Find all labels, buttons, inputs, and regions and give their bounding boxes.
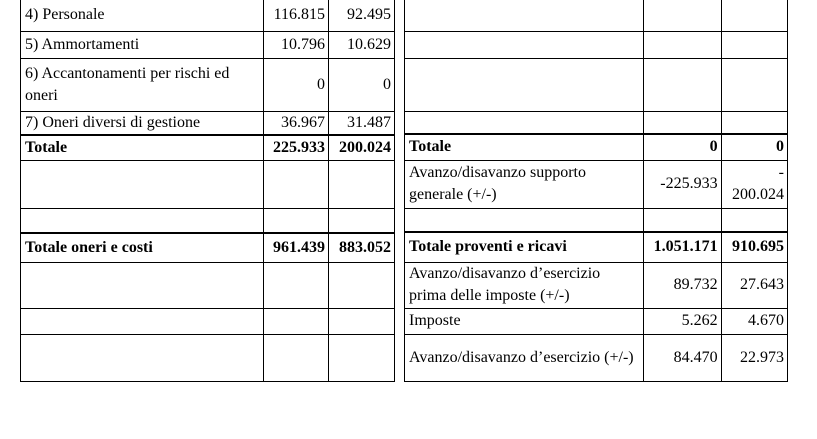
left-value-current (264, 309, 329, 335)
right-row-empty (405, 0, 788, 31)
left-value-previous (329, 209, 395, 233)
right-row-empty (405, 208, 788, 232)
right-value-previous: 27.643 (721, 262, 787, 308)
right-label (405, 0, 644, 31)
left-row-empty (21, 263, 395, 309)
right-label: Avanzo/disavanzo d’esercizio (+/-) (405, 334, 644, 381)
left-label (21, 309, 264, 335)
left-value-previous (329, 161, 395, 209)
right-value-previous (721, 0, 787, 31)
left-label: 7) Oneri diversi di gestione (21, 111, 264, 135)
left-value-current: 0 (264, 58, 329, 111)
left-label: 4) Personale (21, 0, 264, 31)
left-label (21, 335, 264, 382)
right-value-previous-amount: 200.024 (732, 186, 784, 203)
right-value-current (644, 111, 721, 134)
left-row-accantonamenti (21, 58, 395, 111)
right-value-current (644, 58, 721, 111)
right-value-previous: 0 (721, 134, 787, 160)
left-value-previous: 31.487 (329, 111, 395, 135)
left-value-previous (329, 263, 395, 309)
right-value-current: 1.051.171 (644, 232, 721, 262)
right-label: Avanzo/disavanzo d’esercizio prima delle imposte (+/-) (405, 262, 644, 308)
right-label: Totale (405, 134, 644, 160)
left-row-totale (21, 135, 395, 161)
left-value-current (264, 335, 329, 382)
left-value-current: 225.933 (264, 135, 329, 161)
right-row-supporto-generale (405, 160, 788, 208)
right-label: Imposte (405, 308, 644, 334)
right-revenues-table (404, 0, 788, 382)
right-value-current: -225.933 (644, 160, 721, 208)
left-label (21, 209, 264, 233)
right-value-previous (721, 208, 787, 232)
left-value-current (264, 263, 329, 309)
left-value-current (264, 209, 329, 233)
right-value-current: 89.732 (644, 262, 721, 308)
right-row-imposte (405, 308, 788, 334)
right-label (405, 111, 644, 134)
right-value-current: 5.262 (644, 308, 721, 334)
right-value-previous: 910.695 (721, 232, 787, 262)
left-value-previous: 883.052 (329, 233, 395, 263)
left-value-previous (329, 335, 395, 382)
right-label: Totale proventi e ricavi (405, 232, 644, 262)
left-value-previous: 92.495 (329, 0, 395, 31)
left-label: 5) Ammortamenti (21, 31, 264, 58)
left-value-previous: 200.024 (329, 135, 395, 161)
left-row-empty (21, 335, 395, 382)
left-value-previous (329, 309, 395, 335)
right-value-previous (721, 58, 787, 111)
left-row-personale (21, 0, 395, 31)
left-label (21, 161, 264, 209)
right-value-current (644, 0, 721, 31)
left-value-current: 10.796 (264, 31, 329, 58)
right-row-empty (405, 31, 788, 58)
left-row-empty (21, 161, 395, 209)
right-value-previous (721, 31, 787, 58)
right-row-avanzo-esercizio (405, 334, 788, 381)
right-row-empty (405, 58, 788, 111)
right-label: Avanzo/disavanzo supporto generale (+/-) (405, 160, 644, 208)
left-value-current: 36.967 (264, 111, 329, 135)
right-value-current: 84.470 (644, 334, 721, 381)
left-costs-table (20, 0, 395, 382)
right-label (405, 58, 644, 111)
left-value-current: 961.439 (264, 233, 329, 263)
right-label (405, 208, 644, 232)
left-row-empty (21, 209, 395, 233)
right-row-totale (405, 134, 788, 160)
left-label (21, 263, 264, 309)
left-label: Totale (21, 135, 264, 161)
right-value-previous (721, 111, 787, 134)
right-value-current: 0 (644, 134, 721, 160)
right-row-empty (405, 111, 788, 134)
left-label: Totale oneri e costi (21, 233, 264, 263)
left-value-current (264, 161, 329, 209)
right-value-previous: 4.670 (721, 308, 787, 334)
left-row-empty (21, 309, 395, 335)
right-value-previous-sign: - (778, 164, 784, 181)
left-value-current: 116.815 (264, 0, 329, 31)
left-label: 6) Accantonamenti per rischi ed oneri (21, 58, 264, 111)
left-row-oneri-diversi (21, 111, 395, 135)
right-value-current (644, 208, 721, 232)
left-row-totale-oneri (21, 233, 395, 263)
left-value-previous: 0 (329, 58, 395, 111)
right-row-avanzo-prima-imposte (405, 262, 788, 308)
right-label (405, 31, 644, 58)
right-row-totale-proventi (405, 232, 788, 262)
right-value-current (644, 31, 721, 58)
right-value-previous: 22.973 (721, 334, 787, 381)
right-value-previous (721, 160, 787, 208)
left-value-previous: 10.629 (329, 31, 395, 58)
left-row-ammortamenti (21, 31, 395, 58)
